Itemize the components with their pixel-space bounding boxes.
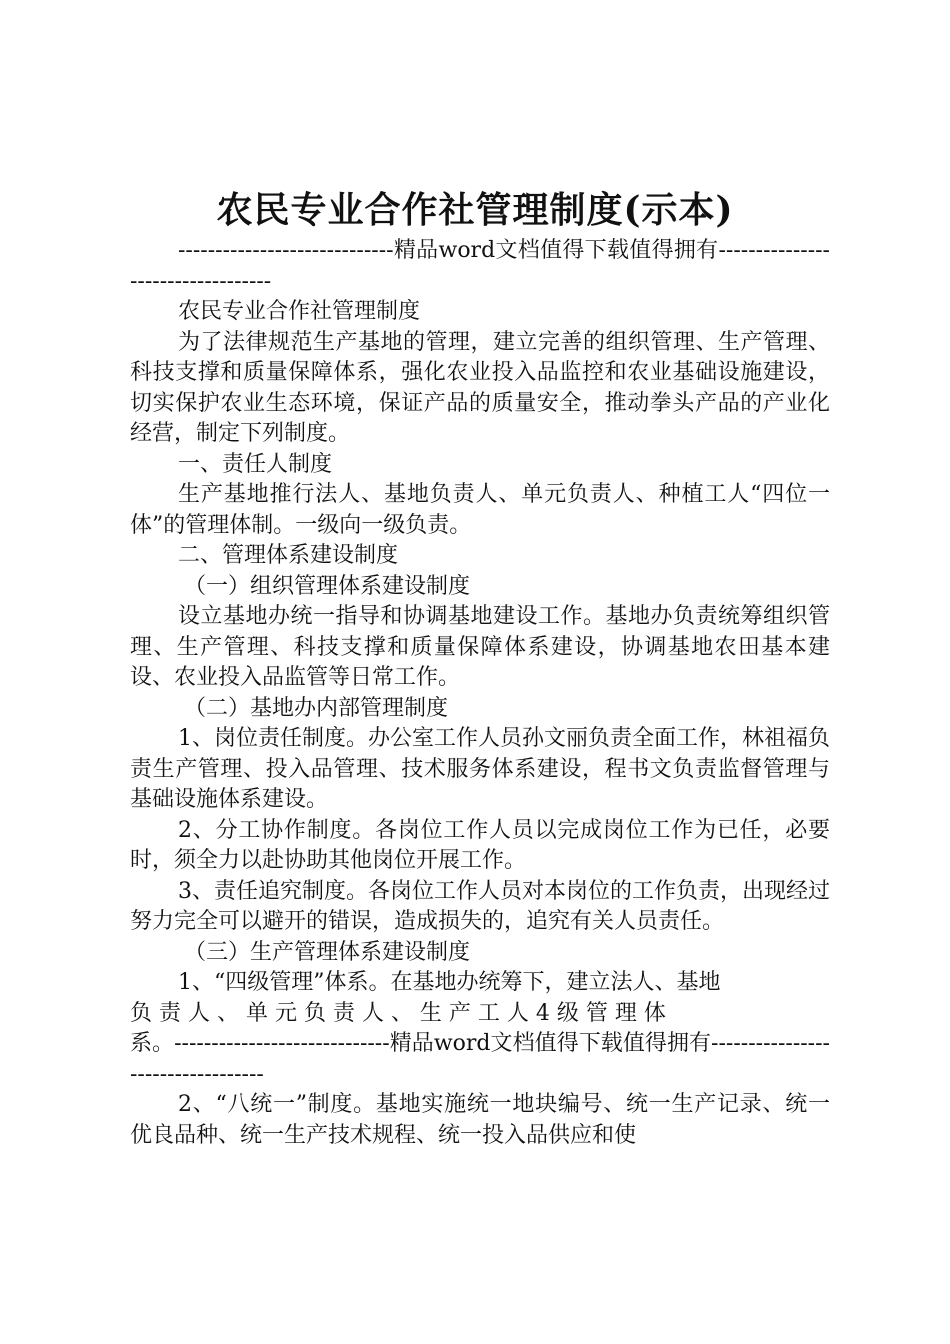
body-paragraph: 2、分工协作制度。各岗位工作人员以完成岗位工作为已任，必要时，须全力以赴协助其他岗位开展工作。 xyxy=(130,817,830,873)
subsection-heading: （一）组织管理体系建设制度 xyxy=(184,573,471,599)
subtitle-paragraph: 农民专业合作社管理制度 xyxy=(178,299,421,324)
body-paragraph-line: 1、“四级管理”体系。在基地办统筹下，建立法人、基地 xyxy=(178,970,721,995)
subsection-heading: （三）生产管理体系建设制度 xyxy=(184,939,471,965)
download-banner-paragraph: 系。-----------------------------精品word文档值得下载值得拥有---------------------------------- xyxy=(130,1031,830,1087)
intro-paragraph: 为了法律规范生产基地的管理，建立完善的组织管理、生产管理、科技支撑和质量保障体系，强化农业投入品监控和农业基础设施建设，切实保护农业生态环境，保证产品的质量安全，推动拳头产品的产业化经营，制定下列制度。 xyxy=(130,329,830,446)
section-heading: 一、责任人制度 xyxy=(178,451,333,477)
document-body xyxy=(130,236,830,1151)
body-paragraph: 设立基地办统一指导和协调基地建设工作。基地办负责统筹组织管理、生产管理、科技支撑和质量保障体系建设，协调基地农田基本建设、农业投入品监管等日常工作。 xyxy=(130,604,830,690)
document-title: 农民专业合作社管理制度(示本) xyxy=(216,189,734,231)
subsection-heading: （二）基地办内部管理制度 xyxy=(184,695,449,721)
section-heading: 二、管理体系建设制度 xyxy=(178,543,399,568)
body-paragraph: 生产基地推行法人、基地负责人、单元负责人、种植工人“四位一体”的管理体制。一级向一级负责。 xyxy=(130,482,830,538)
download-banner-paragraph: -----------------------------精品word文档值得下载值得拥有---------------------------------- xyxy=(130,238,830,294)
body-paragraph: 1、岗位责任制度。办公室工作人员孙文丽负责全面工作，林祖福负责生产管理、投入品管理、技术服务体系建设，程书文负责监督管理与基础设施体系建设。 xyxy=(130,726,830,812)
body-paragraph: 3、责任追究制度。各岗位工作人员对本岗位的工作负责，出现经过努力完全可以避开的错误，造成损失的，追究有关人员责任。 xyxy=(130,878,830,934)
body-paragraph: 2、“八统一”制度。基地实施统一地块编号、统一生产记录、统一优良品种、统一生产技术规程、统一投入品供应和使 xyxy=(130,1092,830,1148)
body-paragraph-line: 负 责 人 、 单 元 负 责 人 、 生 产 工 人 4 级 管 理 体 xyxy=(130,1000,666,1026)
